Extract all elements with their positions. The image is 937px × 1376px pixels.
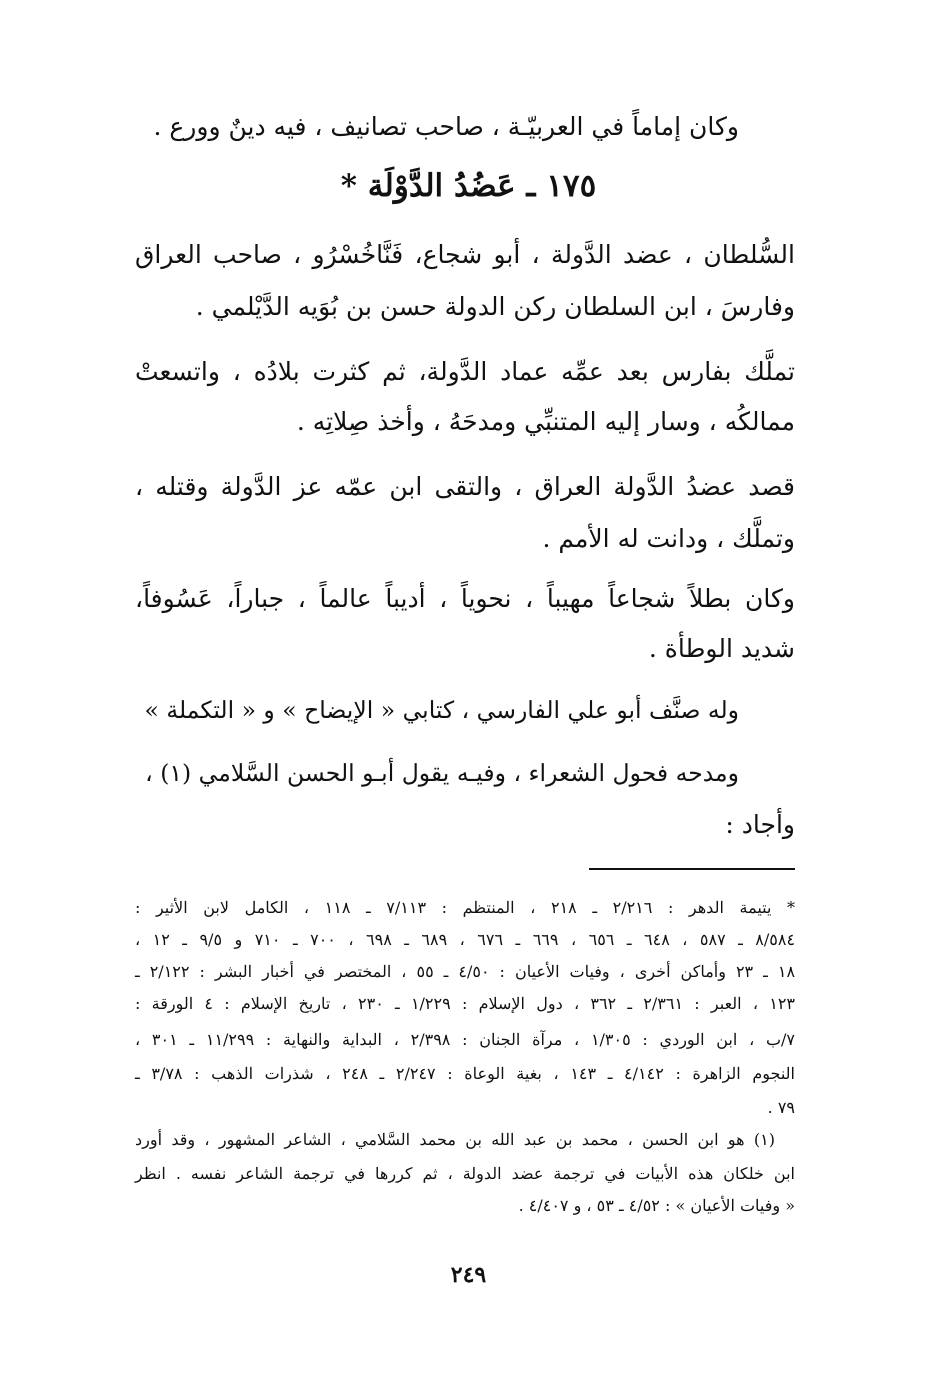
footnote-line: ٨/٥٨٤ ـ ٥٨٧ ، ٦٤٨ ـ ٦٥٦ ، ٦٦٩ ـ ٦٧٦ ، ٦٨٩ ـ ٦٩٨ ، ٧٠٠ ـ ٧١٠ و ٩/٥ ـ ١٢ ، <box>135 930 796 949</box>
body-line: وتملَّك ، ودانت له الأمم . <box>542 524 795 553</box>
footnote-line: ٧/ب ، ابن الوردي : ١/٣٠٥ ، مرآة الجنان : ٢/٣٩٨ ، البداية والنهاية : ١١/٢٩٩ ـ ٣٠١ ، <box>135 1030 796 1049</box>
footnote-separator <box>589 868 795 870</box>
body-line: ومدحه فحول الشعراء ، وفيـه يقول أبـو الحسن السَّلامي (١) ، <box>145 759 739 787</box>
body-line: شديد الوطأة . <box>648 634 795 663</box>
footnote-line: « وفيات الأعيان » : ٤/٥٢ ـ ٥٣ ، و ٤/٤٠٧ . <box>518 1196 795 1215</box>
body-line: السُّلطان ، عضد الدَّولة ، أبو شجاع، فَنَّاخُسْرُو ، صاحب العراق <box>135 240 795 269</box>
body-line: وله صنَّف أبو علي الفارسي ، كتابي « الإيضاح » و « التكملة » <box>144 696 739 724</box>
body-line: وفارسَ ، ابن السلطان ركن الدولة حسن بن بُوَيه الدَّيْلمي . <box>195 292 795 321</box>
body-line: ممالكُه ، وسار إليه المتنبِّي ومدحَهُ ، وأخذ صِلاتِه . <box>296 407 795 436</box>
footnote-line: ابن خلكان هذه الأبيات في ترجمة عضد الدولة ، ثم كررها في ترجمة الشاعر نفسه . انظر <box>135 1164 795 1183</box>
footnote-line: النجوم الزاهرة : ٤/١٤٢ ـ ١٤٣ ، بغية الوعاة : ٢/٢٤٧ ـ ٢٤٨ ، شذرات الذهب : ٣/٧٨ ـ <box>135 1064 795 1083</box>
footnote-line: ٧٩ . <box>767 1098 795 1117</box>
body-line: تملَّك بفارس بعد عمِّه عماد الدَّولة، ثم كثرت بلادُه ، واتسعتْ <box>135 357 795 386</box>
page-number: ٢٤٩ <box>450 1262 487 1288</box>
body-line: وأجاد : <box>725 810 795 839</box>
body-line: وكان إماماً في العربيّـة ، صاحب تصانيف ، فيه دينٌ وورع . <box>153 112 739 141</box>
footnote-line: ١٨ ـ ٢٣ وأماكن أخرى ، وفيات الأعيان : ٤/٥٠ ـ ٥٥ ، المختصر في أخبار البشر : ٢/١٢٢ ـ <box>135 962 796 981</box>
footnote-line: (١) هو ابن الحسن ، محمد بن عبد الله بن محمد السَّلامي ، الشاعر المشهور ، وقد أورد <box>135 1130 775 1149</box>
entry-title: ١٧٥ ـ عَضُدُ الدَّوْلَة * <box>340 168 597 204</box>
body-line: وكان بطلاً شجاعاً مهيباً ، نحوياً ، أديباً عالماً ، جباراً، عَسُوفاً، <box>135 584 795 613</box>
body-line: قصد عضدُ الدَّولة العراق ، والتقى ابن عمّه عز الدَّولة وقتله ، <box>135 472 796 501</box>
footnote-line: * يتيمة الدهر : ٢/٢١٦ ـ ٢١٨ ، المنتظم : ٧/١١٣ ـ ١١٨ ، الكامل لابن الأثير : <box>135 898 796 917</box>
footnote-line: ١٢٣ ، العبر : ٢/٣٦١ ـ ٣٦٢ ، دول الإسلام : ١/٢٢٩ ـ ٢٣٠ ، تاريخ الإسلام : ٤ الورقة : <box>135 994 796 1013</box>
